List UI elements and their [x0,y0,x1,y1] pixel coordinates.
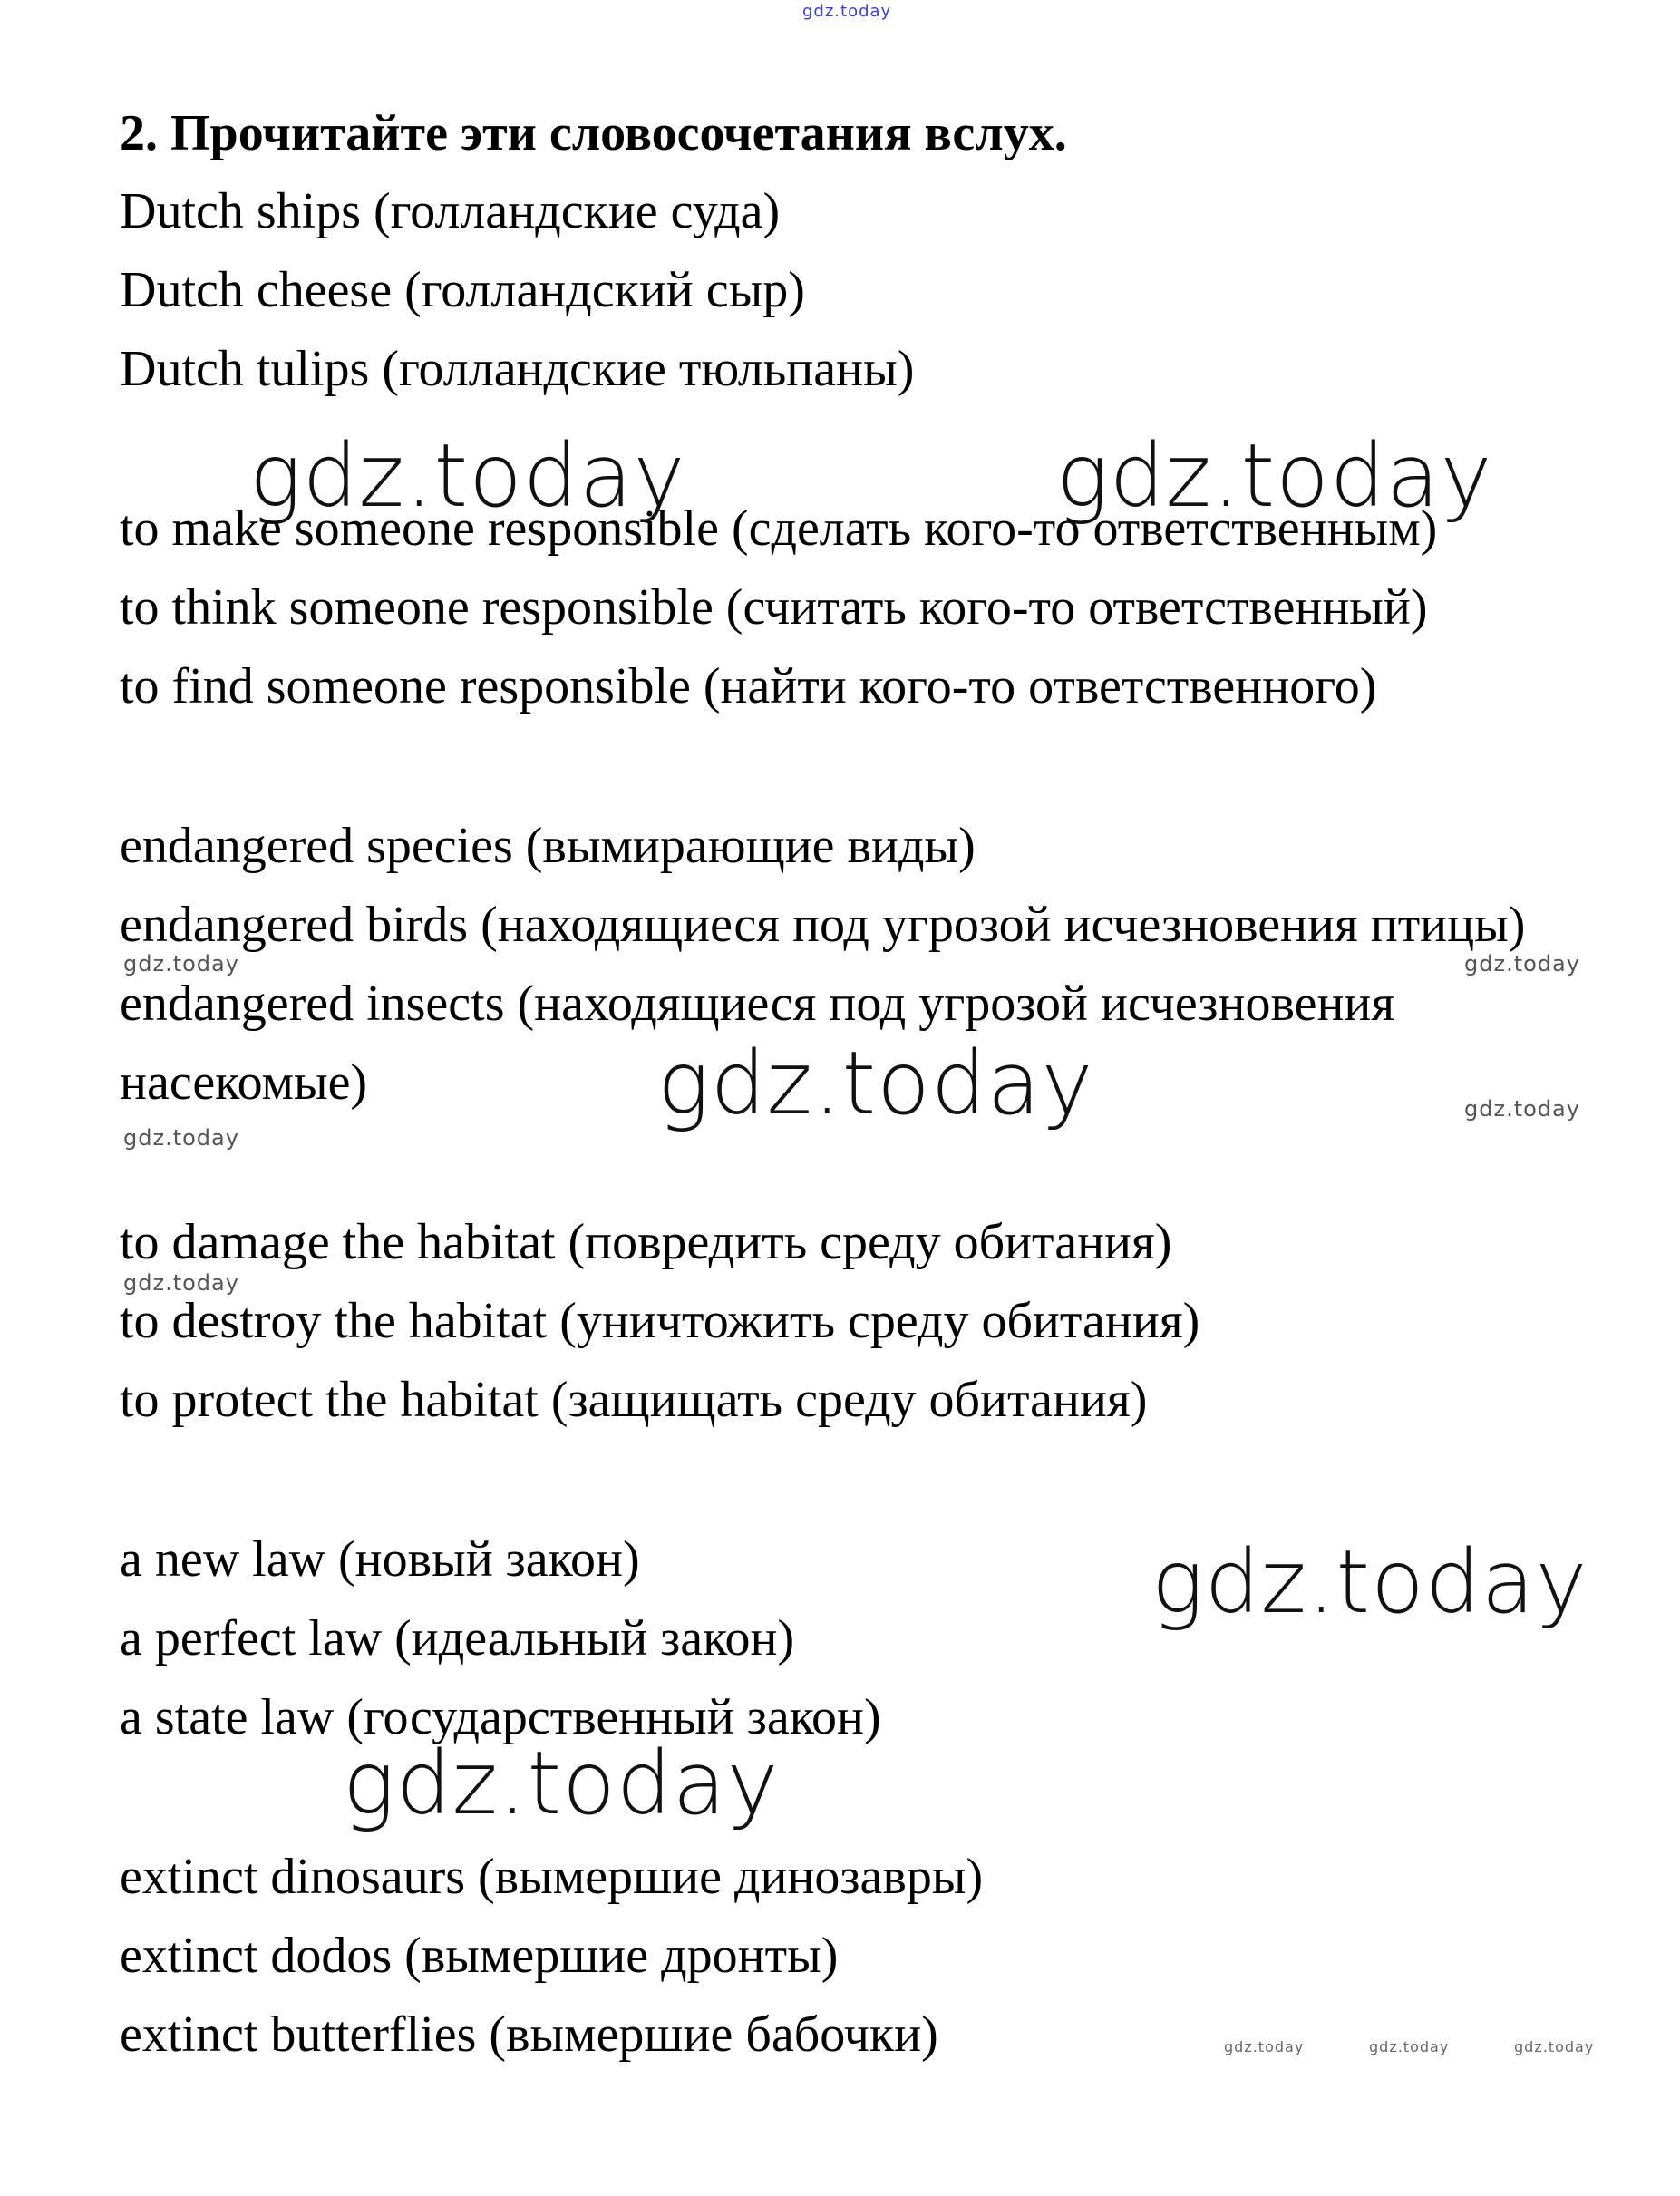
phrase-line: endangered insects (находящиеся под угрозой исчезновения [120,976,1395,1032]
phrase-line: extinct dinosaurs (вымершие динозавры) [120,1849,984,1905]
watermark-small: gdz.today [123,1125,239,1151]
watermark-tiny: gdz.today [1514,2038,1595,2055]
phrase-line: to destroy the habitat (уничтожить среду обитания) [120,1293,1200,1349]
phrase-line: to make someone responsible (сделать кого-то ответственным) [120,500,1438,557]
watermark-small: gdz.today [123,1270,239,1296]
phrase-line: to protect the habitat (защищать среду обитания) [120,1372,1148,1428]
watermark-tiny: gdz.today [1369,2038,1450,2055]
phrase-line: to find someone responsible (найти кого-то ответственного) [120,658,1377,714]
phrase-line: endangered birds (находящиеся под угрозой исчезновения птицы) [120,897,1526,953]
phrase-line: endangered species (вымирающие виды) [120,818,976,874]
watermark-large: gdz.today [249,425,686,527]
phrase-line: to damage the habitat (повредить среду обитания) [120,1214,1172,1270]
phrase-line: Dutch tulips (голландские тюльпаны) [120,341,915,397]
phrase-line: extinct butterflies (вымершие бабочки) [120,2007,938,2063]
watermark-large: gdz.today [1151,1531,1588,1633]
watermark-top: gdz.today [802,2,892,21]
watermark-large: gdz.today [657,1033,1094,1134]
phrase-line: a new law (новый закон) [120,1531,640,1588]
phrase-line: Dutch ships (голландские суда) [120,183,781,239]
phrase-line: a state law (государственный закон) [120,1689,881,1745]
watermark-tiny: gdz.today [1224,2038,1305,2055]
watermark-small: gdz.today [1464,1096,1580,1122]
watermark-large: gdz.today [343,1733,780,1834]
phrase-line: to think someone responsible (считать кого-то ответственный) [120,579,1428,636]
phrase-line: насекомые) [120,1054,368,1111]
exercise-heading: 2. Прочитайте эти словосочетания вслух. [120,105,1067,161]
watermark-small: gdz.today [123,951,239,977]
phrase-line: extinct dodos (вымершие дронты) [120,1928,839,1984]
phrase-line: a perfect law (идеальный закон) [120,1610,795,1666]
watermark-large: gdz.today [1056,425,1493,527]
watermark-small: gdz.today [1464,951,1580,977]
phrase-line: Dutch cheese (голландский сыр) [120,262,805,318]
